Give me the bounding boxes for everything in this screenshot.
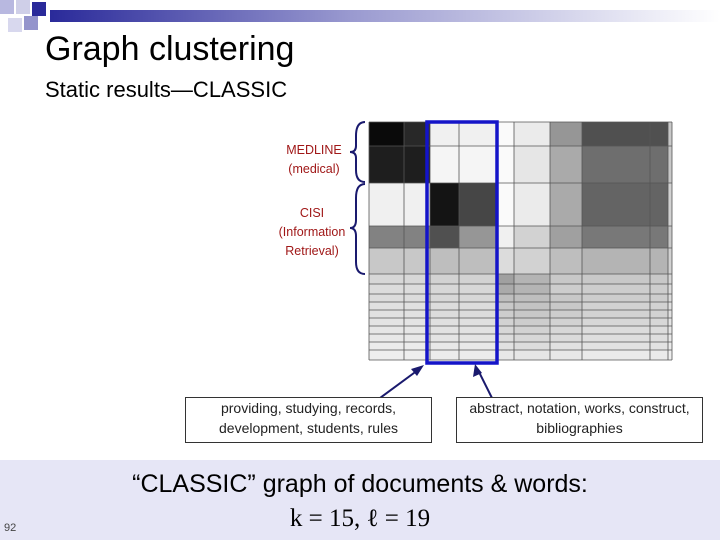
matrix-cell — [497, 310, 514, 318]
matrix-cell — [582, 226, 650, 248]
matrix-cell — [459, 326, 497, 334]
matrix-cell — [668, 318, 672, 326]
word-cluster-box-right: abstract, notation, works, construct, bibliographies — [456, 397, 703, 443]
matrix-cell — [650, 326, 668, 334]
matrix-cell — [668, 302, 672, 310]
matrix-cell — [582, 122, 650, 146]
matrix-cell — [668, 342, 672, 350]
matrix-cell — [497, 274, 514, 284]
matrix-cell — [582, 146, 650, 183]
slide-subtitle: Static results—CLASSIC — [45, 77, 288, 102]
matrix-cell — [514, 326, 550, 334]
matrix-cell — [514, 248, 550, 274]
matrix-cell — [514, 284, 550, 294]
matrix-cell — [369, 342, 404, 350]
matrix-cell — [369, 284, 404, 294]
medline-label: MEDLINE (medical) — [286, 143, 342, 176]
matrix-cell — [668, 284, 672, 294]
matrix-cell — [550, 310, 582, 318]
matrix-cell — [514, 310, 550, 318]
matrix-cell — [459, 274, 497, 284]
matrix-cell — [650, 248, 668, 274]
matrix-cell — [369, 226, 404, 248]
matrix-cell — [497, 326, 514, 334]
matrix-cell — [497, 248, 514, 274]
matrix-cell — [459, 334, 497, 342]
matrix-cell — [369, 310, 404, 318]
matrix-cell — [459, 294, 497, 302]
matrix-cell — [582, 183, 650, 226]
matrix-cell — [514, 122, 550, 146]
page-number: 92 — [4, 522, 17, 534]
matrix-cell — [430, 334, 459, 342]
matrix-cell — [650, 318, 668, 326]
matrix-cell — [582, 294, 650, 302]
matrix-cell — [550, 342, 582, 350]
matrix-cell — [514, 302, 550, 310]
matrix-cell — [497, 183, 514, 226]
matrix-cell — [582, 302, 650, 310]
matrix-cell — [550, 334, 582, 342]
matrix-cell — [459, 122, 497, 146]
matrix-cell — [459, 318, 497, 326]
matrix-cell — [430, 350, 459, 360]
matrix-cell — [550, 284, 582, 294]
matrix-cell — [459, 183, 497, 226]
matrix-cell — [650, 334, 668, 342]
matrix-cell — [514, 146, 550, 183]
matrix-cell — [514, 294, 550, 302]
matrix-cell — [369, 350, 404, 360]
matrix-cell — [668, 183, 672, 226]
matrix-cell — [582, 318, 650, 326]
arrow-left — [380, 370, 418, 398]
matrix-cell — [430, 146, 459, 183]
matrix-cell — [497, 284, 514, 294]
matrix-cell — [550, 326, 582, 334]
matrix-cell — [668, 248, 672, 274]
matrix-cell — [369, 294, 404, 302]
matrix-cell — [668, 146, 672, 183]
arrow-right — [478, 370, 492, 398]
matrix-cell — [668, 350, 672, 360]
matrix-cell — [550, 122, 582, 146]
matrix-cell — [459, 248, 497, 274]
matrix-cell — [514, 350, 550, 360]
word-cluster-box-left: providing, studying, records, development, students, rules — [185, 397, 432, 443]
matrix-cell — [550, 294, 582, 302]
matrix-cell — [668, 294, 672, 302]
matrix-cell — [369, 326, 404, 334]
matrix-cell — [430, 183, 459, 226]
matrix-cell — [369, 122, 404, 146]
matrix-cell — [497, 318, 514, 326]
matrix-cell — [430, 302, 459, 310]
matrix-cell — [369, 146, 404, 183]
matrix-cell — [550, 146, 582, 183]
cisi-label: CISI (Information Retrieval) — [278, 206, 346, 258]
matrix-cell — [582, 342, 650, 350]
caption-line1: “CLASSIC” graph of documents & words: — [132, 470, 588, 498]
matrix-cell — [369, 318, 404, 326]
matrix-cell — [650, 302, 668, 310]
matrix-cell — [582, 326, 650, 334]
matrix-cell — [650, 294, 668, 302]
matrix-cell — [650, 146, 668, 183]
matrix-cell — [514, 318, 550, 326]
matrix-cell — [550, 226, 582, 248]
matrix-cell — [430, 226, 459, 248]
matrix-cell — [459, 146, 497, 183]
matrix-cell — [650, 274, 668, 284]
matrix-cell — [430, 274, 459, 284]
matrix-cell — [582, 284, 650, 294]
matrix-cell — [650, 284, 668, 294]
matrix-cell — [514, 183, 550, 226]
matrix-cell — [650, 350, 668, 360]
matrix-cell — [514, 226, 550, 248]
matrix-cell — [369, 302, 404, 310]
matrix-cell — [668, 334, 672, 342]
matrix-cell — [497, 302, 514, 310]
matrix-cell — [550, 302, 582, 310]
matrix-cell — [668, 310, 672, 318]
matrix-cell — [650, 342, 668, 350]
matrix-cell — [514, 342, 550, 350]
matrix-cell — [369, 334, 404, 342]
matrix-cell — [430, 318, 459, 326]
matrix-cell — [550, 248, 582, 274]
caption-line2: k = 15, ℓ = 19 — [289, 505, 431, 532]
matrix-cell — [668, 326, 672, 334]
matrix-cell — [582, 274, 650, 284]
matrix-cell — [459, 284, 497, 294]
matrix-cell — [459, 302, 497, 310]
matrix-cell — [550, 350, 582, 360]
matrix-cell — [582, 248, 650, 274]
matrix-cell — [369, 274, 404, 284]
matrix-cell — [514, 334, 550, 342]
matrix-cell — [430, 284, 459, 294]
matrix-cell — [550, 183, 582, 226]
matrix-cell — [369, 248, 404, 274]
matrix-cell — [668, 122, 672, 146]
matrix-cell — [430, 248, 459, 274]
matrix-cell — [459, 342, 497, 350]
matrix-cell — [430, 294, 459, 302]
matrix-cell — [430, 310, 459, 318]
cluster-matrix — [369, 122, 672, 360]
matrix-cell — [582, 310, 650, 318]
matrix-cell — [550, 274, 582, 284]
matrix-cell — [497, 342, 514, 350]
matrix-cell — [650, 310, 668, 318]
matrix-cell — [369, 183, 404, 226]
matrix-cell — [497, 146, 514, 183]
matrix-cell — [650, 122, 668, 146]
matrix-cell — [668, 226, 672, 248]
matrix-cell — [582, 350, 650, 360]
matrix-cell — [550, 318, 582, 326]
matrix-cell — [650, 226, 668, 248]
matrix-cell — [497, 226, 514, 248]
matrix-cell — [459, 226, 497, 248]
matrix-cell — [430, 122, 459, 146]
matrix-cell — [430, 326, 459, 334]
matrix-cell — [668, 274, 672, 284]
matrix-cell — [497, 334, 514, 342]
matrix-cell — [430, 342, 459, 350]
slide-title: Graph clustering — [45, 30, 295, 68]
matrix-cell — [497, 294, 514, 302]
matrix-cell — [497, 350, 514, 360]
matrix-cell — [459, 350, 497, 360]
matrix-cell — [459, 310, 497, 318]
matrix-cell — [582, 334, 650, 342]
matrix-cell — [650, 183, 668, 226]
matrix-cell — [514, 274, 550, 284]
matrix-cell — [497, 122, 514, 146]
